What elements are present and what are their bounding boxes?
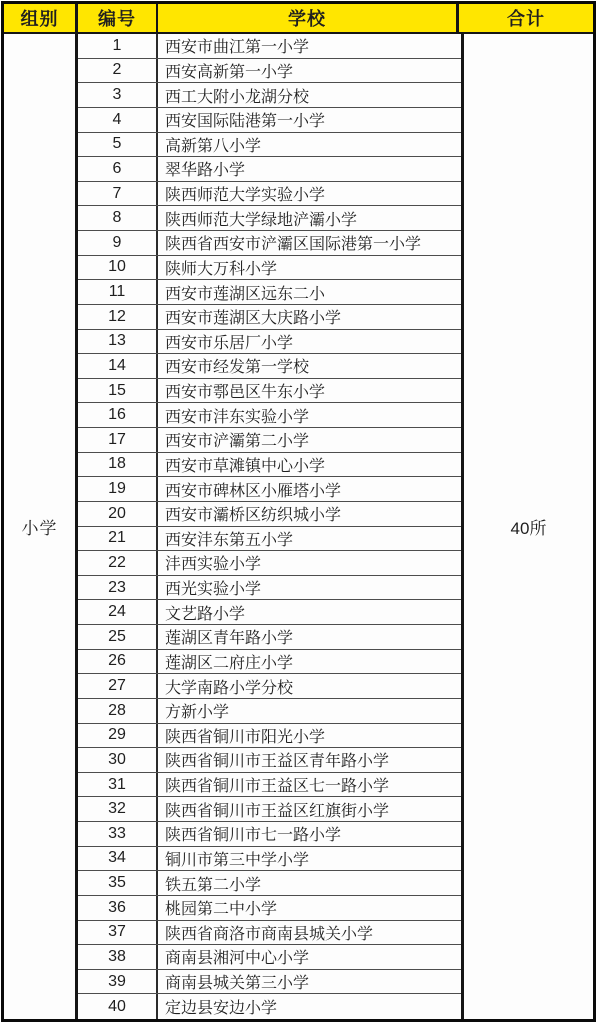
table-body — [4, 34, 593, 1019]
row-school: 陕西省商洛市商南县城关小学 — [165, 925, 374, 943]
row-number: 19 — [78, 477, 158, 501]
table-row — [78, 502, 461, 527]
table-row — [78, 822, 461, 847]
row-number: 12 — [78, 305, 158, 329]
row-number: 3 — [78, 83, 158, 107]
table-row — [78, 527, 461, 552]
header-cell-total: 合计 — [507, 9, 545, 29]
row-number: 25 — [78, 625, 158, 649]
row-school: 西安市碑林区小雁塔小学 — [165, 482, 342, 500]
header-cell-number: 编号 — [78, 4, 158, 32]
table-row — [78, 330, 461, 355]
table-row — [78, 206, 461, 231]
row-school: 西安市曲江第一小学 — [165, 39, 310, 57]
row-school: 方新小学 — [165, 704, 230, 722]
table-row — [78, 354, 461, 379]
row-number: 30 — [78, 748, 158, 772]
row-school: 西安市经发第一学校 — [165, 359, 310, 377]
row-school: 商南县湘河中心小学 — [165, 950, 310, 968]
row-school: 西安市灞桥区纺织城小学 — [165, 507, 342, 525]
row-school: 西光实验小学 — [165, 581, 262, 599]
row-number: 10 — [78, 256, 158, 280]
row-school: 莲湖区二府庄小学 — [165, 654, 294, 672]
table-row — [78, 133, 461, 158]
row-number: 20 — [78, 502, 158, 526]
row-school: 陕师大万科小学 — [165, 260, 278, 278]
table-row — [78, 699, 461, 724]
total-merged-cell: 40所 — [461, 34, 593, 1019]
row-number: 38 — [78, 945, 158, 969]
table-row — [78, 970, 461, 995]
row-school: 西安国际陆港第一小学 — [165, 113, 326, 131]
row-number: 24 — [78, 600, 158, 624]
table-row — [78, 551, 461, 576]
table-row — [78, 157, 461, 182]
row-number: 7 — [78, 182, 158, 206]
row-number: 36 — [78, 896, 158, 920]
row-school: 莲湖区青年路小学 — [165, 630, 294, 648]
row-number: 15 — [78, 379, 158, 403]
table-row — [78, 600, 461, 625]
rows-container — [78, 34, 461, 1019]
table-row — [78, 994, 461, 1019]
row-number: 21 — [78, 527, 158, 551]
table-row — [78, 305, 461, 330]
row-school: 高新第八小学 — [165, 137, 262, 155]
table-row — [78, 108, 461, 133]
table-row — [78, 83, 461, 108]
row-number: 22 — [78, 551, 158, 575]
row-number: 28 — [78, 699, 158, 723]
row-school: 桃园第二中小学 — [165, 901, 278, 919]
row-school: 铁五第二小学 — [165, 876, 262, 894]
table-row — [78, 477, 461, 502]
row-school: 大学南路小学分校 — [165, 679, 294, 697]
table-row — [78, 403, 461, 428]
row-school: 陕西师范大学实验小学 — [165, 187, 326, 205]
row-school: 陕西省铜川市王益区红旗街小学 — [165, 802, 390, 820]
row-school: 文艺路小学 — [165, 605, 246, 623]
row-number: 40 — [78, 994, 158, 1019]
table-row — [78, 797, 461, 822]
row-school: 西安市沣东实验小学 — [165, 408, 310, 426]
table-row — [78, 576, 461, 601]
row-number: 37 — [78, 921, 158, 945]
row-school: 西安高新第一小学 — [165, 63, 294, 81]
table-row — [78, 182, 461, 207]
row-number: 16 — [78, 403, 158, 427]
header-cell-group: 组别 — [4, 4, 78, 32]
table-row — [78, 34, 461, 59]
row-number: 1 — [78, 34, 158, 58]
row-number: 14 — [78, 354, 158, 378]
table-row — [78, 921, 461, 946]
row-number: 11 — [78, 280, 158, 304]
table-row — [78, 871, 461, 896]
table-row — [78, 428, 461, 453]
row-school: 西安市乐居厂小学 — [165, 334, 294, 352]
row-number: 27 — [78, 674, 158, 698]
row-school: 西安沣东第五小学 — [165, 531, 294, 549]
row-number: 35 — [78, 871, 158, 895]
row-school: 西安市浐灞第二小学 — [165, 433, 310, 451]
row-number: 13 — [78, 330, 158, 354]
row-school: 沣西实验小学 — [165, 556, 262, 574]
table-row — [78, 674, 461, 699]
table-row — [78, 453, 461, 478]
row-school: 西工大附小龙湖分校 — [165, 88, 310, 106]
schools-table — [1, 1, 596, 1022]
row-school: 铜川市第三中学小学 — [165, 851, 310, 869]
row-school: 西安市鄠邑区牛东小学 — [165, 384, 326, 402]
row-number: 39 — [78, 970, 158, 994]
table-row — [78, 256, 461, 281]
row-school: 陕西省铜川市王益区七一路小学 — [165, 778, 390, 796]
row-number: 2 — [78, 59, 158, 83]
row-number: 17 — [78, 428, 158, 452]
row-school: 翠华路小学 — [165, 162, 246, 180]
row-school: 商南县城关第三小学 — [165, 975, 310, 993]
row-school: 西安市草滩镇中心小学 — [165, 457, 326, 475]
table-row — [78, 896, 461, 921]
row-number: 34 — [78, 847, 158, 871]
table-row — [78, 59, 461, 84]
table-header-row — [4, 4, 593, 34]
table-row — [78, 231, 461, 256]
table-row — [78, 748, 461, 773]
table-row — [78, 724, 461, 749]
group-merged-cell: 小学 — [4, 34, 78, 1019]
row-number: 8 — [78, 206, 158, 230]
row-number: 5 — [78, 133, 158, 157]
row-school: 陕西省西安市浐灞区国际港第一小学 — [165, 236, 422, 254]
row-school: 陕西省铜川市王益区青年路小学 — [165, 753, 390, 771]
table-row — [78, 773, 461, 798]
row-number: 29 — [78, 724, 158, 748]
table-row — [78, 379, 461, 404]
table-row — [78, 945, 461, 970]
row-number: 31 — [78, 773, 158, 797]
row-school: 陕西省铜川市七一路小学 — [165, 827, 342, 845]
row-school: 陕西师范大学绿地浐灞小学 — [165, 211, 358, 229]
table-row — [78, 625, 461, 650]
row-number: 26 — [78, 650, 158, 674]
row-number: 32 — [78, 797, 158, 821]
row-number: 9 — [78, 231, 158, 255]
table-row — [78, 280, 461, 305]
row-school: 西安市莲湖区远东二小 — [165, 285, 326, 303]
row-school: 西安市莲湖区大庆路小学 — [165, 310, 342, 328]
row-number: 33 — [78, 822, 158, 846]
row-number: 4 — [78, 108, 158, 132]
row-number: 18 — [78, 453, 158, 477]
row-school: 陕西省铜川市阳光小学 — [165, 728, 326, 746]
table-row — [78, 650, 461, 675]
row-number: 6 — [78, 157, 158, 181]
row-number: 23 — [78, 576, 158, 600]
row-school: 定边县安边小学 — [165, 1000, 278, 1018]
table-row — [78, 847, 461, 872]
header-cell-school: 学校 — [158, 4, 459, 32]
